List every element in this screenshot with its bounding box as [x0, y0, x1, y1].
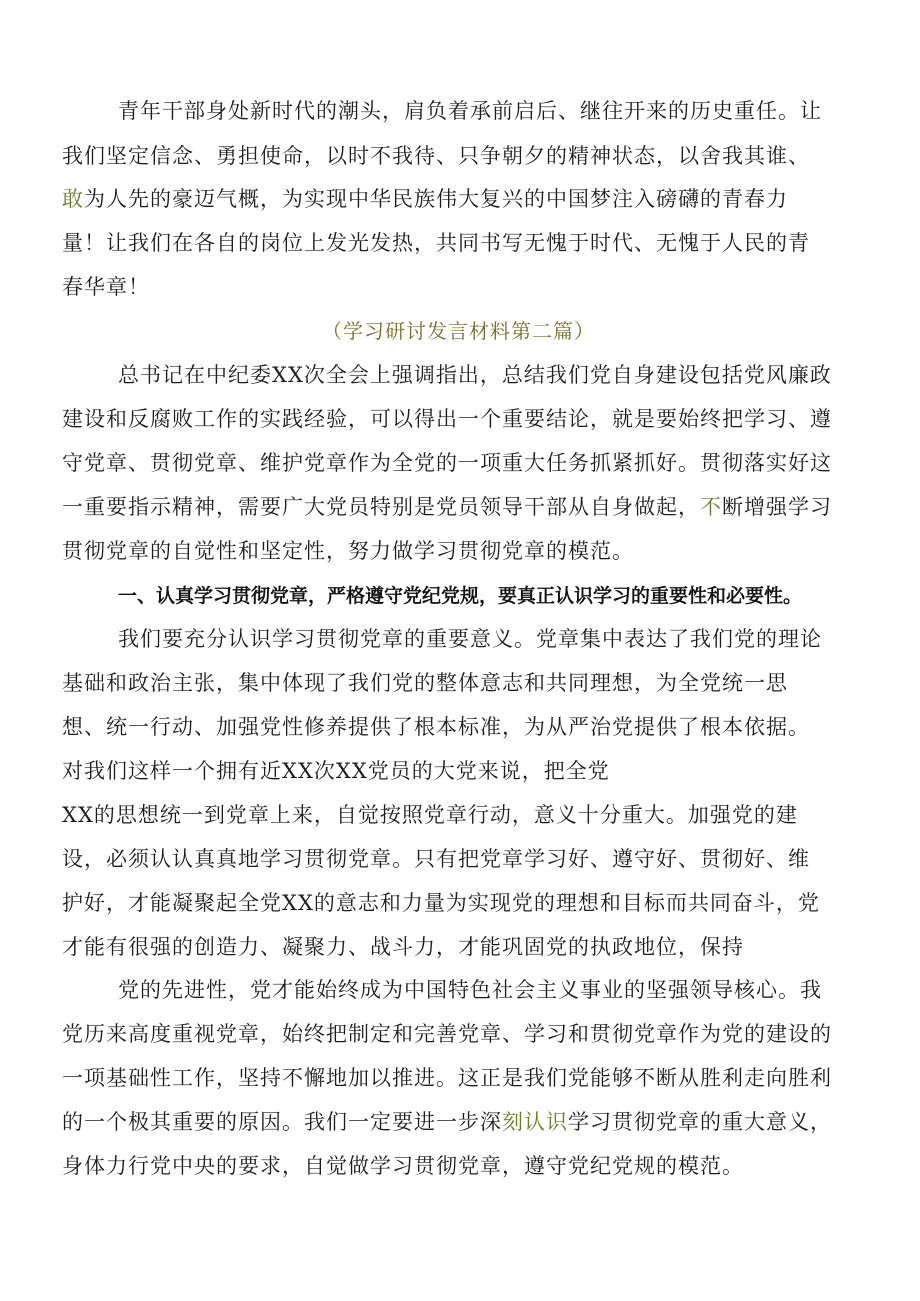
paragraph-line-text: 断增强学习: [722, 495, 832, 519]
paragraph-line-text: 学习贯彻党章的重大意义，: [568, 1110, 832, 1134]
paragraph-line: 贯彻党章的自觉性和坚定性，努力做学习贯彻党章的模范。: [62, 539, 634, 563]
paragraph-line: 量！让我们在各自的岗位上发光发热，共同书写无愧于时代、无愧于人民的青: [62, 231, 810, 255]
accent-text: 刻认识: [502, 1110, 568, 1134]
paragraph-line: XX的思想统一到党章上来，自觉按照党章行动，意义十分重大。加强党的建: [62, 803, 798, 827]
accent-char: 敢: [62, 187, 84, 211]
paragraph-line: [62, 1107, 832, 1137]
paragraph-line: 身体力行党中央的要求，自觉做学习贯彻党章，遵守党纪党规的模范。: [62, 1154, 744, 1178]
paragraph-line-text: 为人先的豪迈气概，为实现中华民族伟大复兴的中国梦注入磅礴的青春力: [84, 187, 788, 211]
accent-char: 不: [700, 495, 722, 519]
paragraph-line: 才能有很强的创造力、凝聚力、战斗力，才能巩固党的执政地位，保持: [62, 935, 744, 959]
paragraph-line: 总书记在中纪委XX次全会上强调指出，总结我们党自身建设包括党风廉政: [118, 363, 832, 387]
paragraph-line: 想、统一行动、加强党性修养提供了根本标准，为从严治党提供了根本依据。: [62, 715, 810, 739]
paragraph-line: 建设和反腐败工作的实践经验，可以得出一个重要结论，就是要始终把学习、遵: [62, 407, 832, 431]
section-heading: 一、认真学习贯彻党章，严格遵守党纪党规，要真正认识学习的重要性和必要性。: [118, 585, 803, 607]
paragraph-line: 春华章！: [62, 275, 150, 299]
paragraph-line: 守党章、贯彻党章、维护党章作为全党的一项重大任务抓紧抓好。贯彻落实好这: [62, 451, 832, 475]
paragraph-line: 设，必须认认真真地学习贯彻党章。只有把党章学习好、遵守好、贯彻好、维: [62, 847, 810, 871]
paragraph-line: 一项基础性工作，坚持不懈地加以推进。这正是我们党能够不断从胜利走向胜利: [62, 1066, 832, 1090]
paragraph-line: [62, 492, 832, 522]
section-subtitle: （学习研讨发言材料第二篇）: [322, 319, 595, 343]
paragraph-line-text: 的一个极其重要的原因。我们一定要进一步深: [62, 1110, 502, 1134]
paragraph-line: 基础和政治主张，集中体现了我们党的整体意志和共同理想，为全党统一思: [62, 671, 788, 695]
paragraph-line-text: 一重要指示精神，需要广大党员特别是党员领导干部从自身做起，: [62, 495, 700, 519]
paragraph-line: 对我们这样一个拥有近XX次XX党员的大党来说，把全党: [62, 759, 610, 783]
paragraph-line: 青年干部身处新时代的潮头，肩负着承前启后、继往开来的历史重任。让: [118, 99, 822, 123]
paragraph-line: 党历来高度重视党章，始终把制定和完善党章、学习和贯彻党章作为党的建设的: [62, 1022, 832, 1046]
paragraph-line: 我们坚定信念、勇担使命，以时不我待、只争朝夕的精神状态，以舍我其谁、: [62, 144, 810, 168]
paragraph-line: 党的先进性，党才能始终成为中国特色社会主义事业的坚强领导核心。我: [118, 978, 822, 1002]
paragraph-line: [62, 184, 788, 214]
paragraph-line: 护好，才能凝聚起全党XX的意志和力量为实现党的理想和目标而共同奋斗，党: [62, 891, 820, 915]
paragraph-line: 我们要充分认识学习贯彻党章的重要意义。党章集中表达了我们党的理论: [118, 627, 822, 651]
